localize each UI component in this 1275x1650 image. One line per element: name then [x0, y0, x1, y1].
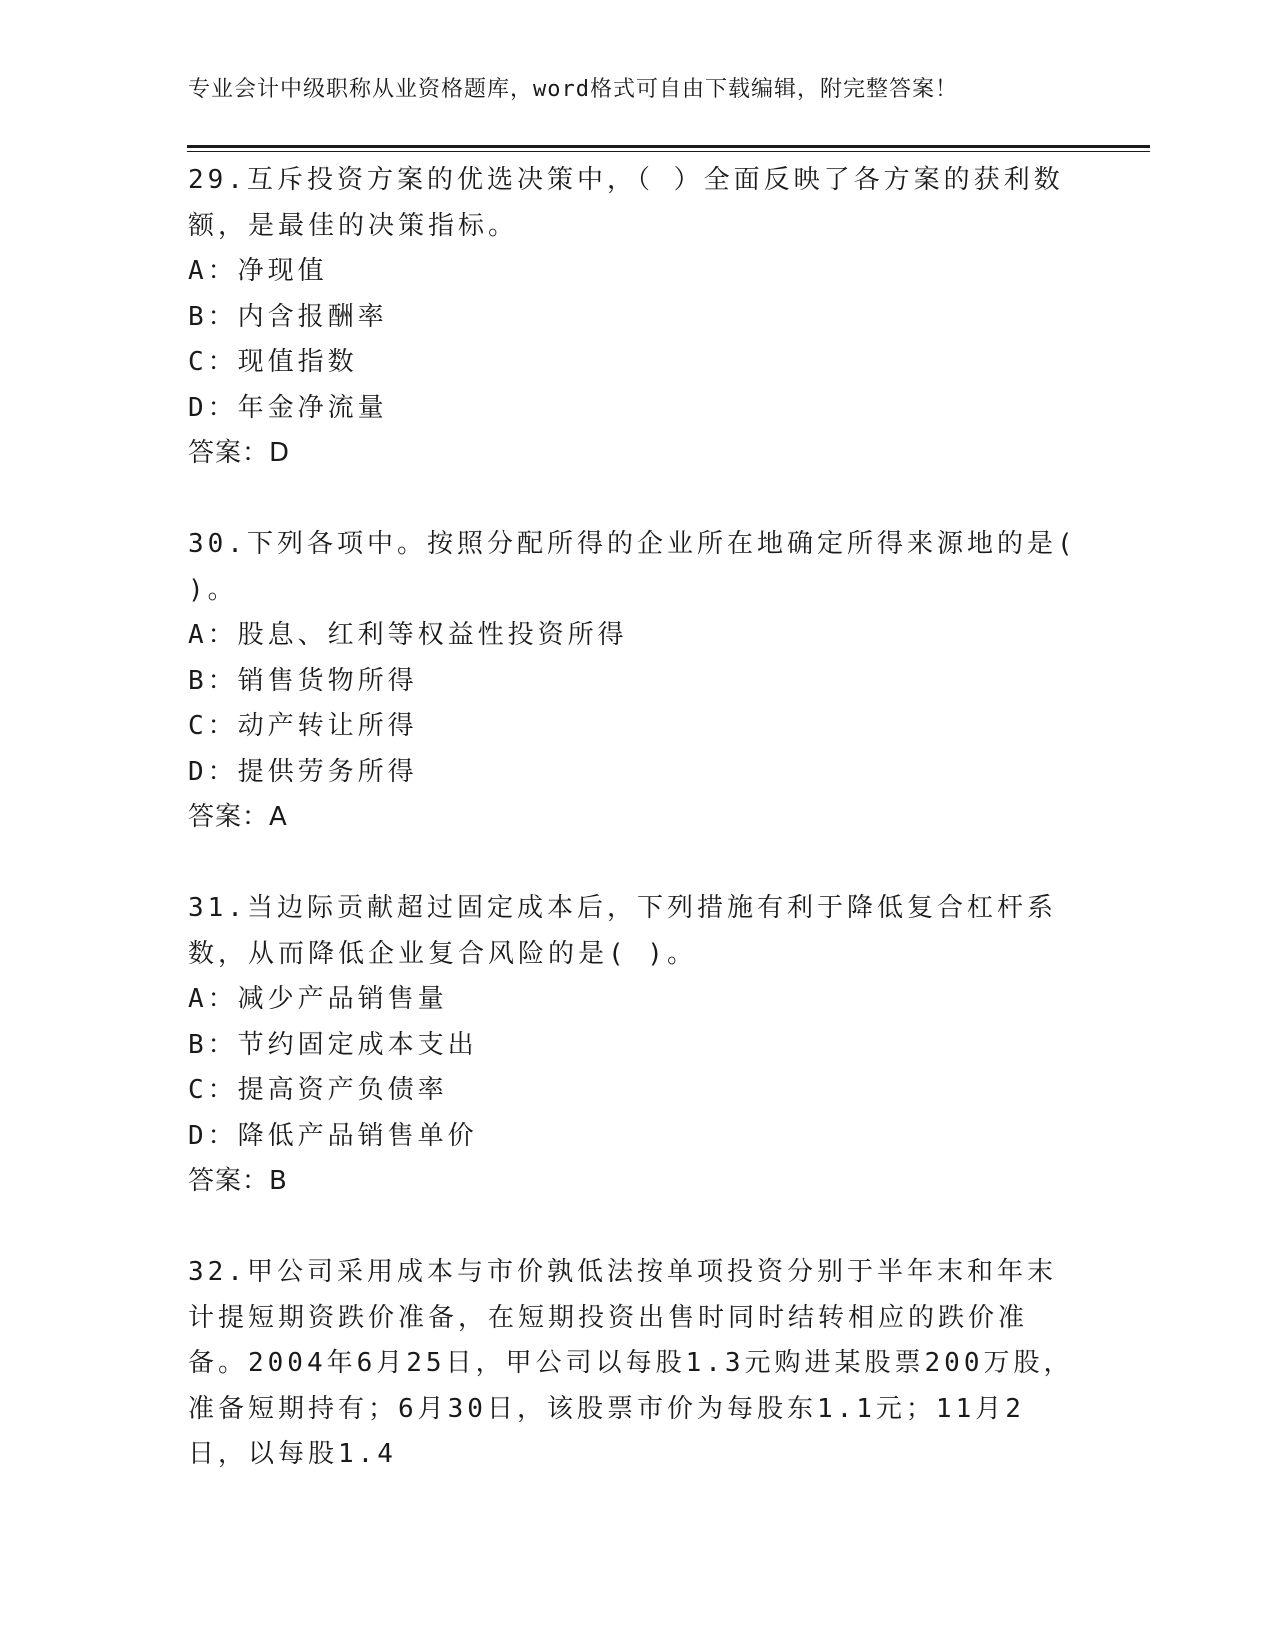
question-30: [188, 522, 1078, 841]
question-29: [188, 158, 1078, 477]
question-list: [188, 158, 1078, 1478]
option-a: A：净现值: [188, 256, 328, 286]
question-31: [188, 886, 1078, 1205]
option-b: B：节约固定成本支出: [188, 1029, 478, 1060]
answer-label: 答案：D: [188, 438, 291, 468]
question-spacer: [188, 841, 1078, 887]
option-a: A：减少产品销售量: [188, 984, 448, 1014]
question-text: 29.互斥投资方案的优选决策中，（ ）全面反映了各方案的获利数额，是最佳的决策指标。: [188, 165, 1064, 241]
question-text: 32.甲公司采用成本与市价孰低法按单项投资分别于半年末和年末计提短期资跌价准备，在短期投资出售时同时结转相应的跌价准备。2004年6月25日，甲公司以每股1.3元购进某股票200万股，准备短期持有；6月30日，该股票市价为每股东1.1元；11月2日，以每股1.4: [188, 1257, 1074, 1469]
question-text: 30.下列各项中。按照分配所得的企业所在地确定所得来源地的是( )。: [188, 529, 1077, 605]
answer-label: 答案：B: [188, 1166, 288, 1196]
option-c: C：动产转让所得: [188, 711, 418, 741]
question-text: 31.当边际贡献超过固定成本后，下列措施有利于降低复合杠杆系数，从而降低企业复合风险的是( )。: [188, 893, 1057, 969]
option-a: A：股息、红利等权益性投资所得: [188, 620, 628, 650]
option-c: C：现值指数: [188, 347, 358, 377]
option-d: D：提供劳务所得: [188, 756, 418, 787]
document-header: 专业会计中级职称从业资格题库，word格式可自由下载编辑，附完整答案！: [188, 77, 958, 102]
question-spacer: [188, 1205, 1078, 1251]
option-c: C：提高资产负债率: [188, 1075, 448, 1105]
question-32: [188, 1250, 1078, 1478]
option-b: B：销售货物所得: [188, 665, 418, 696]
option-d: D：降低产品销售单价: [188, 1120, 478, 1151]
option-d: D：年金净流量: [188, 392, 388, 423]
question-spacer: [188, 477, 1078, 523]
answer-label: 答案：A: [188, 802, 288, 832]
option-b: B：内含报酬率: [188, 301, 388, 332]
header-rule-thick: [187, 145, 1150, 148]
header-rule-thin: [187, 151, 1150, 152]
